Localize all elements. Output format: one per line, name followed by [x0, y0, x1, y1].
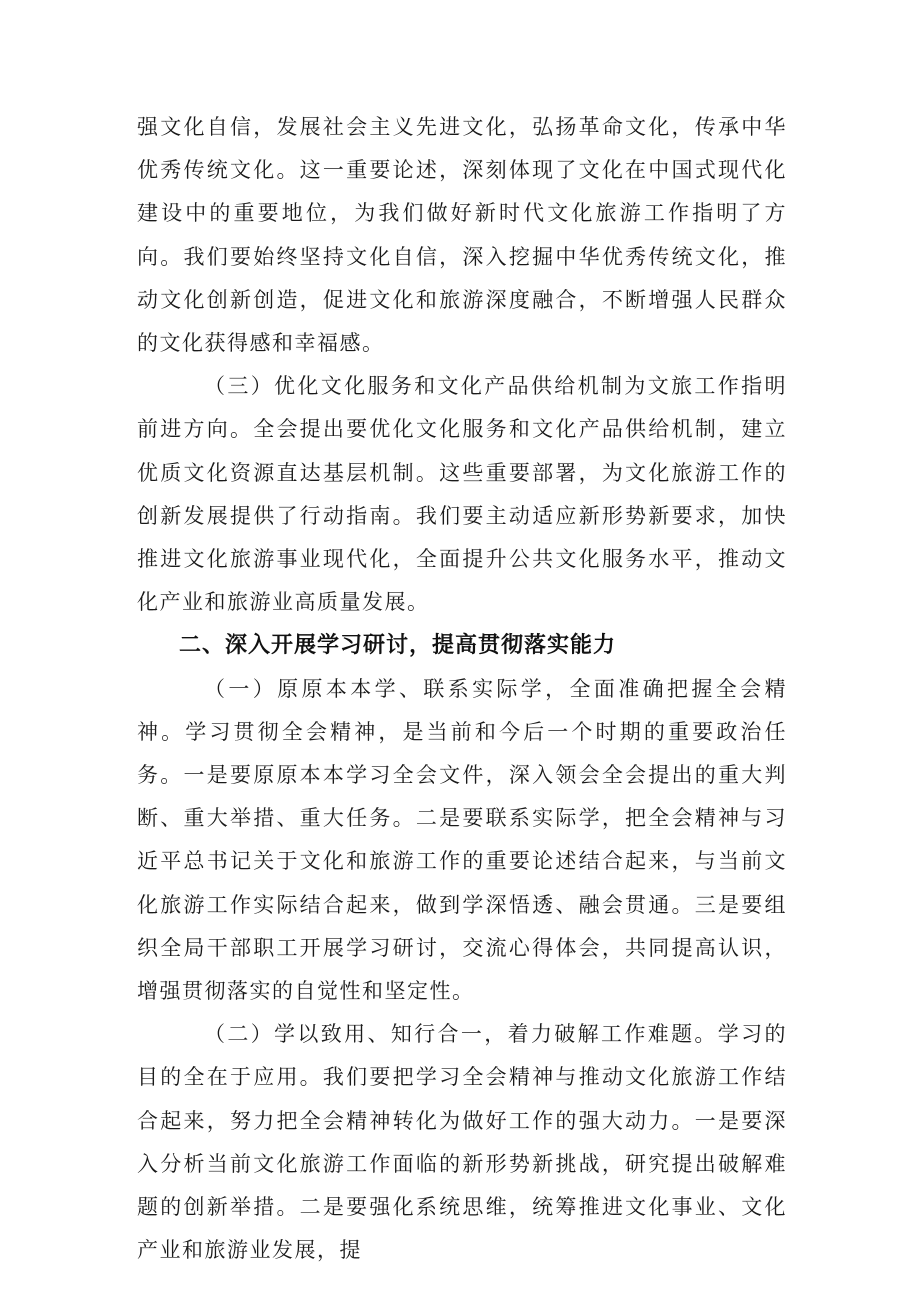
document-body [137, 106, 787, 1272]
section-heading-two: 二、深入开展学习研讨，提高贯彻落实能力 [179, 633, 617, 659]
paragraph-cultural-confidence: 强文化自信，发展社会主义先进文化，弘扬革命文化，传承中华优秀传统文化。这一重要论述，深刻体现了文化在中国式现代化建设中的重要地位，为我们做好新时代文化旅游工作指明了方向。我们要始终坚持文化自信，深入挖掘中华优秀传统文化，推动文化创新创造，促进文化和旅游深度融合，不断增强人民群众的文化获得感和幸福感。 [137, 115, 787, 356]
paragraph-section-one: （一）原原本本学、联系实际学，全面准确把握全会精神。学习贯彻全会精神，是当前和今后一个时期的重要政治任务。一是要原原本本学习全会文件，深入领会全会提出的重大判断、重大举措、重大任务。二是要联系实际学，把全会精神与习近平总书记关于文化和旅游工作的重要论述结合起来，与当前文化旅游工作实际结合起来，做到学深悟透、融会贯通。三是要组织全局干部职工开展学习研讨，交流心得体会，共同提高认识，增强贯彻落实的自觉性和坚定性。 [137, 676, 787, 1004]
paragraph-section-three: （三）优化文化服务和文化产品供给机制为文旅工作指明前进方向。全会提出要优化文化服务和文化产品供给机制，建立优质文化资源直达基层机制。这些重要部署，为文化旅游工作的创新发展提供了行动指南。我们要主动适应新形势新要求，加快推进文化旅游事业现代化，全面提升公共文化服务水平，推动文化产业和旅游业高质量发展。 [137, 374, 787, 615]
paragraph-section-two: （二）学以致用、知行合一，着力破解工作难题。学习的目的全在于应用。我们要把学习全会精神与推动文化旅游工作结合起来，努力把全会精神转化为做好工作的强大动力。一是要深入分析当前文化旅游工作面临的新形势新挑战，研究提出破解难题的创新举措。二是要强化系统思维，统筹推进文化事业、文化产业和旅游业发展，提 [137, 1022, 787, 1263]
